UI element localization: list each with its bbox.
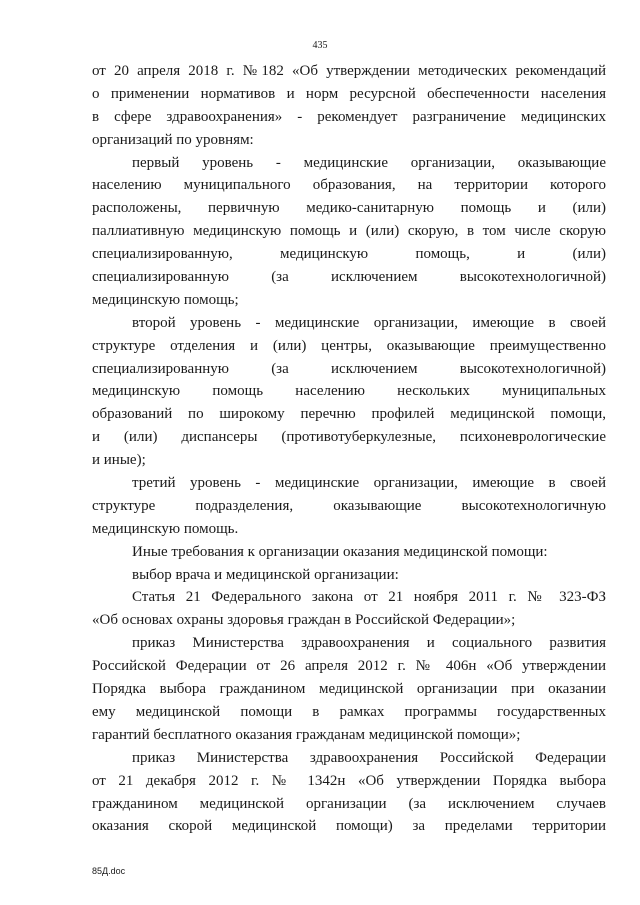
text-line: медицинскую помощь. (92, 520, 239, 537)
text-line: расположены, первичную медико-санитарную помощь и (или) (92, 200, 606, 217)
text-line: о применении нормативов и норм ресурсной обеспеченности населения (92, 85, 606, 102)
text-line: медицинскую помощь населению нескольких муниципальных (92, 383, 606, 400)
text-line: Российской Федерации от 26 апреля 2012 г. № 406н «Об утверждении (92, 658, 606, 675)
text-line: от 21 декабря 2012 г. № 1342н «Об утверждении Порядка выбора (92, 772, 606, 789)
text-line: приказ Министерства здравоохранения Российской Федерации (132, 749, 606, 766)
text-line: Иные требования к организации оказания медицинской помощи: (132, 543, 548, 560)
text-line: третий уровень - медицинские организации, имеющие в своей (132, 475, 606, 492)
text-line: в сфере здравоохранения» - рекомендует разграничение медицинских (92, 108, 606, 125)
text-line: и иные); (92, 452, 146, 469)
text-line: ему медицинской помощи в рамках программы государственных (92, 703, 606, 720)
text-line: специализированную, медицинскую помощь, и (или) (92, 246, 606, 263)
text-line: специализированную (за исключением высокотехнологичной) (92, 360, 606, 377)
text-line: организаций по уровням: (92, 131, 254, 148)
text-line: от 20 апреля 2018 г. №182 «Об утверждении методических рекомендаций (92, 63, 606, 79)
text-line: гражданином медицинской организации (за исключением случаев (92, 795, 606, 812)
document-body (92, 60, 606, 838)
file-name-footer: 85Д.doc (92, 866, 126, 876)
text-line: медицинскую помощь; (92, 291, 239, 308)
page-number: 435 (312, 40, 328, 51)
text-line: гарантий бесплатного оказания гражданам медицинской помощи»; (92, 726, 521, 743)
text-line: и (или) диспансеры (противотуберкулезные, психоневрологические (92, 429, 606, 446)
text-line: второй уровень - медицинские организации, имеющие в своей (132, 314, 606, 331)
text-line: первый уровень - медицинские организации, оказывающие (132, 154, 606, 171)
text-line: Порядка выбора гражданином медицинской организации при оказании (92, 681, 606, 698)
text-line: оказания скорой медицинской помощи) за пределами территории (92, 818, 606, 835)
text-line: «Об основах охраны здоровья граждан в Российской Федерации»; (92, 612, 516, 629)
text-line: специализированную (за исключением высокотехнологичной) (92, 269, 606, 286)
text-line: структуре отделения и (или) центры, оказывающие преимущественно (92, 337, 606, 354)
text-line: населению муниципального образования, на территории которого (92, 177, 606, 194)
text-line: образований по широкому перечню профилей медицинской помощи, (92, 406, 606, 423)
text-line: паллиативную медицинскую помощь и (или) скорую, в том числе скорую (92, 223, 606, 240)
text-line: выбор врача и медицинской организации: (132, 566, 399, 583)
text-line: Статья 21 Федерального закона от 21 ноября 2011 г. № 323-ФЗ (132, 589, 606, 606)
text-line: структуре подразделения, оказывающие высокотехнологичную (92, 497, 606, 514)
text-line: приказ Министерства здравоохранения и социального развития (132, 635, 606, 652)
